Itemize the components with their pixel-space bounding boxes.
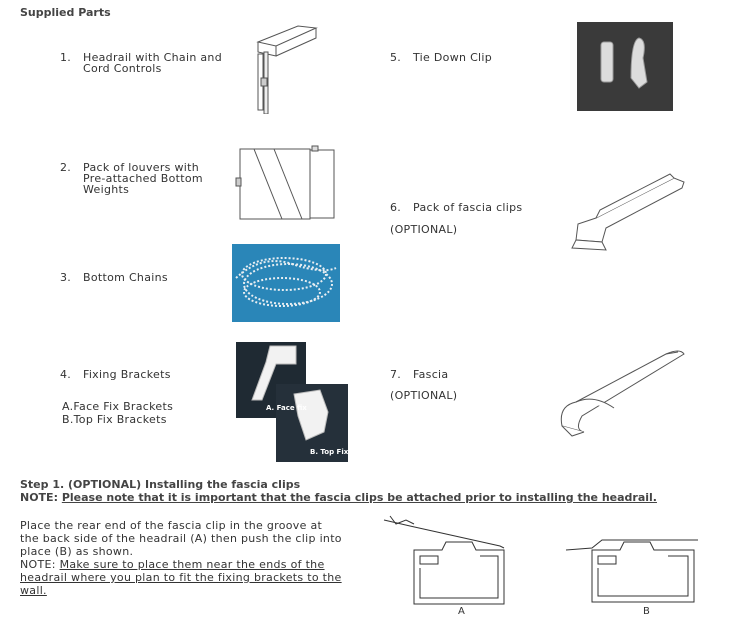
diagram-a (380, 508, 522, 608)
part-2-label: 2. Pack of louvers with Pre-attached Bottom Weights (60, 161, 203, 196)
section-title: Supplied Parts (20, 6, 111, 19)
tie-down-clip-photo (577, 22, 673, 111)
diagram-b-label: B (643, 606, 650, 617)
part-6-label: 6. Pack of fascia clips (390, 201, 523, 214)
bracket-label-b: B. Top Fix (310, 448, 348, 456)
bracket-label-a: A. Face fix (266, 404, 307, 412)
part-5-label: 5. Tie Down Clip (390, 51, 493, 64)
step-title: Step 1. (OPTIONAL) Installing the fascia clips (20, 478, 301, 491)
part-4-sublist: A.Face Fix Brackets B.Top Fix Brackets (62, 400, 174, 426)
diagram-b (562, 528, 704, 608)
step-note: NOTE: Please note that it is important that the fascia clips be attached prior to installing the headrail. (20, 491, 657, 504)
part-6-optional: (OPTIONAL) (390, 223, 458, 236)
part-4-label: 4. Fixing Brackets (60, 368, 171, 381)
headrail-icon (236, 22, 320, 114)
fascia-icon (554, 346, 688, 440)
bottom-chains-photo (232, 244, 340, 322)
step-instructions: Place the rear end of the fascia clip in the groove at the back side of the headrail (A) then push the clip into place (B) as shown. NOTE: Make sure to place them near the ends of the headrail where you plan to fit the fixing brackets to the wall. (20, 519, 342, 597)
louvers-icon (234, 144, 344, 226)
fascia-clip-icon (566, 170, 692, 254)
part-1-label: 1. Headrail with Chain and Cord Controls (60, 51, 222, 75)
part-3-label: 3. Bottom Chains (60, 271, 168, 284)
fixing-brackets-photo (236, 342, 348, 462)
part-7-label: 7. Fascia (390, 368, 449, 381)
diagram-a-label: A (458, 606, 465, 617)
part-7-optional: (OPTIONAL) (390, 389, 458, 402)
